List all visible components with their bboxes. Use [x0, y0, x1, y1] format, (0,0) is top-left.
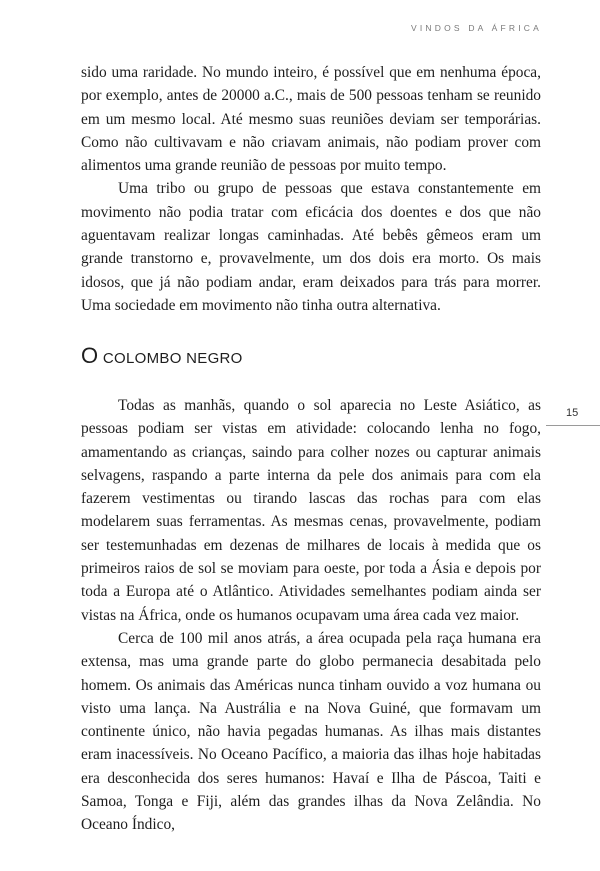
page-number: 15 — [566, 407, 579, 419]
paragraph: Todas as manhãs, quando o sol aparecia no Leste Asiático, as pessoas podiam ser vistas em atividade: colocando lenha no fogo, amamentando as crianças, saindo para colher nozes ou capturar animais selvagens, raspando a parte interna da pele dos animais para com ela fazerem vestimentas ou tirando lascas das rochas para com elas modelarem suas ferramentas. As mesmas cenas, provavelmente, podiam ser testemunhadas em dezenas de milhares de locais à medida que os primeiros raios de sol se moviam para oeste, por toda a Ásia e depois por toda a Europa até o Atlântico. Atividades semelhantes podiam ainda ser vistas na África, onde os humanos ocupavam uma área cada vez maior. — [81, 397, 541, 624]
running-header: VINDOS DA ÁFRICA — [410, 23, 542, 33]
paragraph: Cerca de 100 mil anos atrás, a área ocupada pela raça humana era extensa, mas uma grande parte do globo permanecia desabitada pelo homem. Os animais das Américas nunca tinham ouvido a voz humana ou visto uma lança. Na Austrália e na Nova Guiné, que formavam um continente único, não havia pegadas humanas. As ilhas mais distantes eram inacessíveis. No Oceano Pacífico, a maioria das ilhas hoje habitadas era desconhecida dos seres humanos: Havaí e Ilha de Páscoa, Taiti e Samoa, Tonga e Fiji, além das grandes ilhas da Nova Zelândia. No Oceano Índico, — [81, 629, 541, 834]
section-title — [81, 343, 243, 369]
text-block-top — [81, 61, 541, 317]
paragraph: Uma tribo ou grupo de pessoas que estava constantemente em movimento não podia tratar com eficácia dos doentes e dos que não aguentavam realizar longas caminhadas. Até bebês gêmeos eram um grande transtorno e, provavelmente, um dos dois era morto. Os mais idosos, que já não podiam andar, eram deixados para trás para morrer. Uma sociedade em movimento não tinha outra alternativa. — [81, 180, 541, 314]
section-title-rest: COLOMBO NEGRO — [98, 350, 243, 367]
section-title-initial: O — [81, 343, 99, 368]
paragraph-continued: sido uma raridade. No mundo inteiro, é possível que em nenhuma época, por exemplo, antes de 20000 a.C., mais de 500 pessoas tenham se reunido em um mesmo local. Até mesmo suas reuniões deviam ser temporárias. Como não cultivavam e não criavam animais, não podiam prover com alimentos uma grande reunião de pessoas por muito tempo. — [81, 64, 541, 175]
page-number-rule — [546, 425, 600, 426]
text-block-bottom — [81, 394, 541, 837]
